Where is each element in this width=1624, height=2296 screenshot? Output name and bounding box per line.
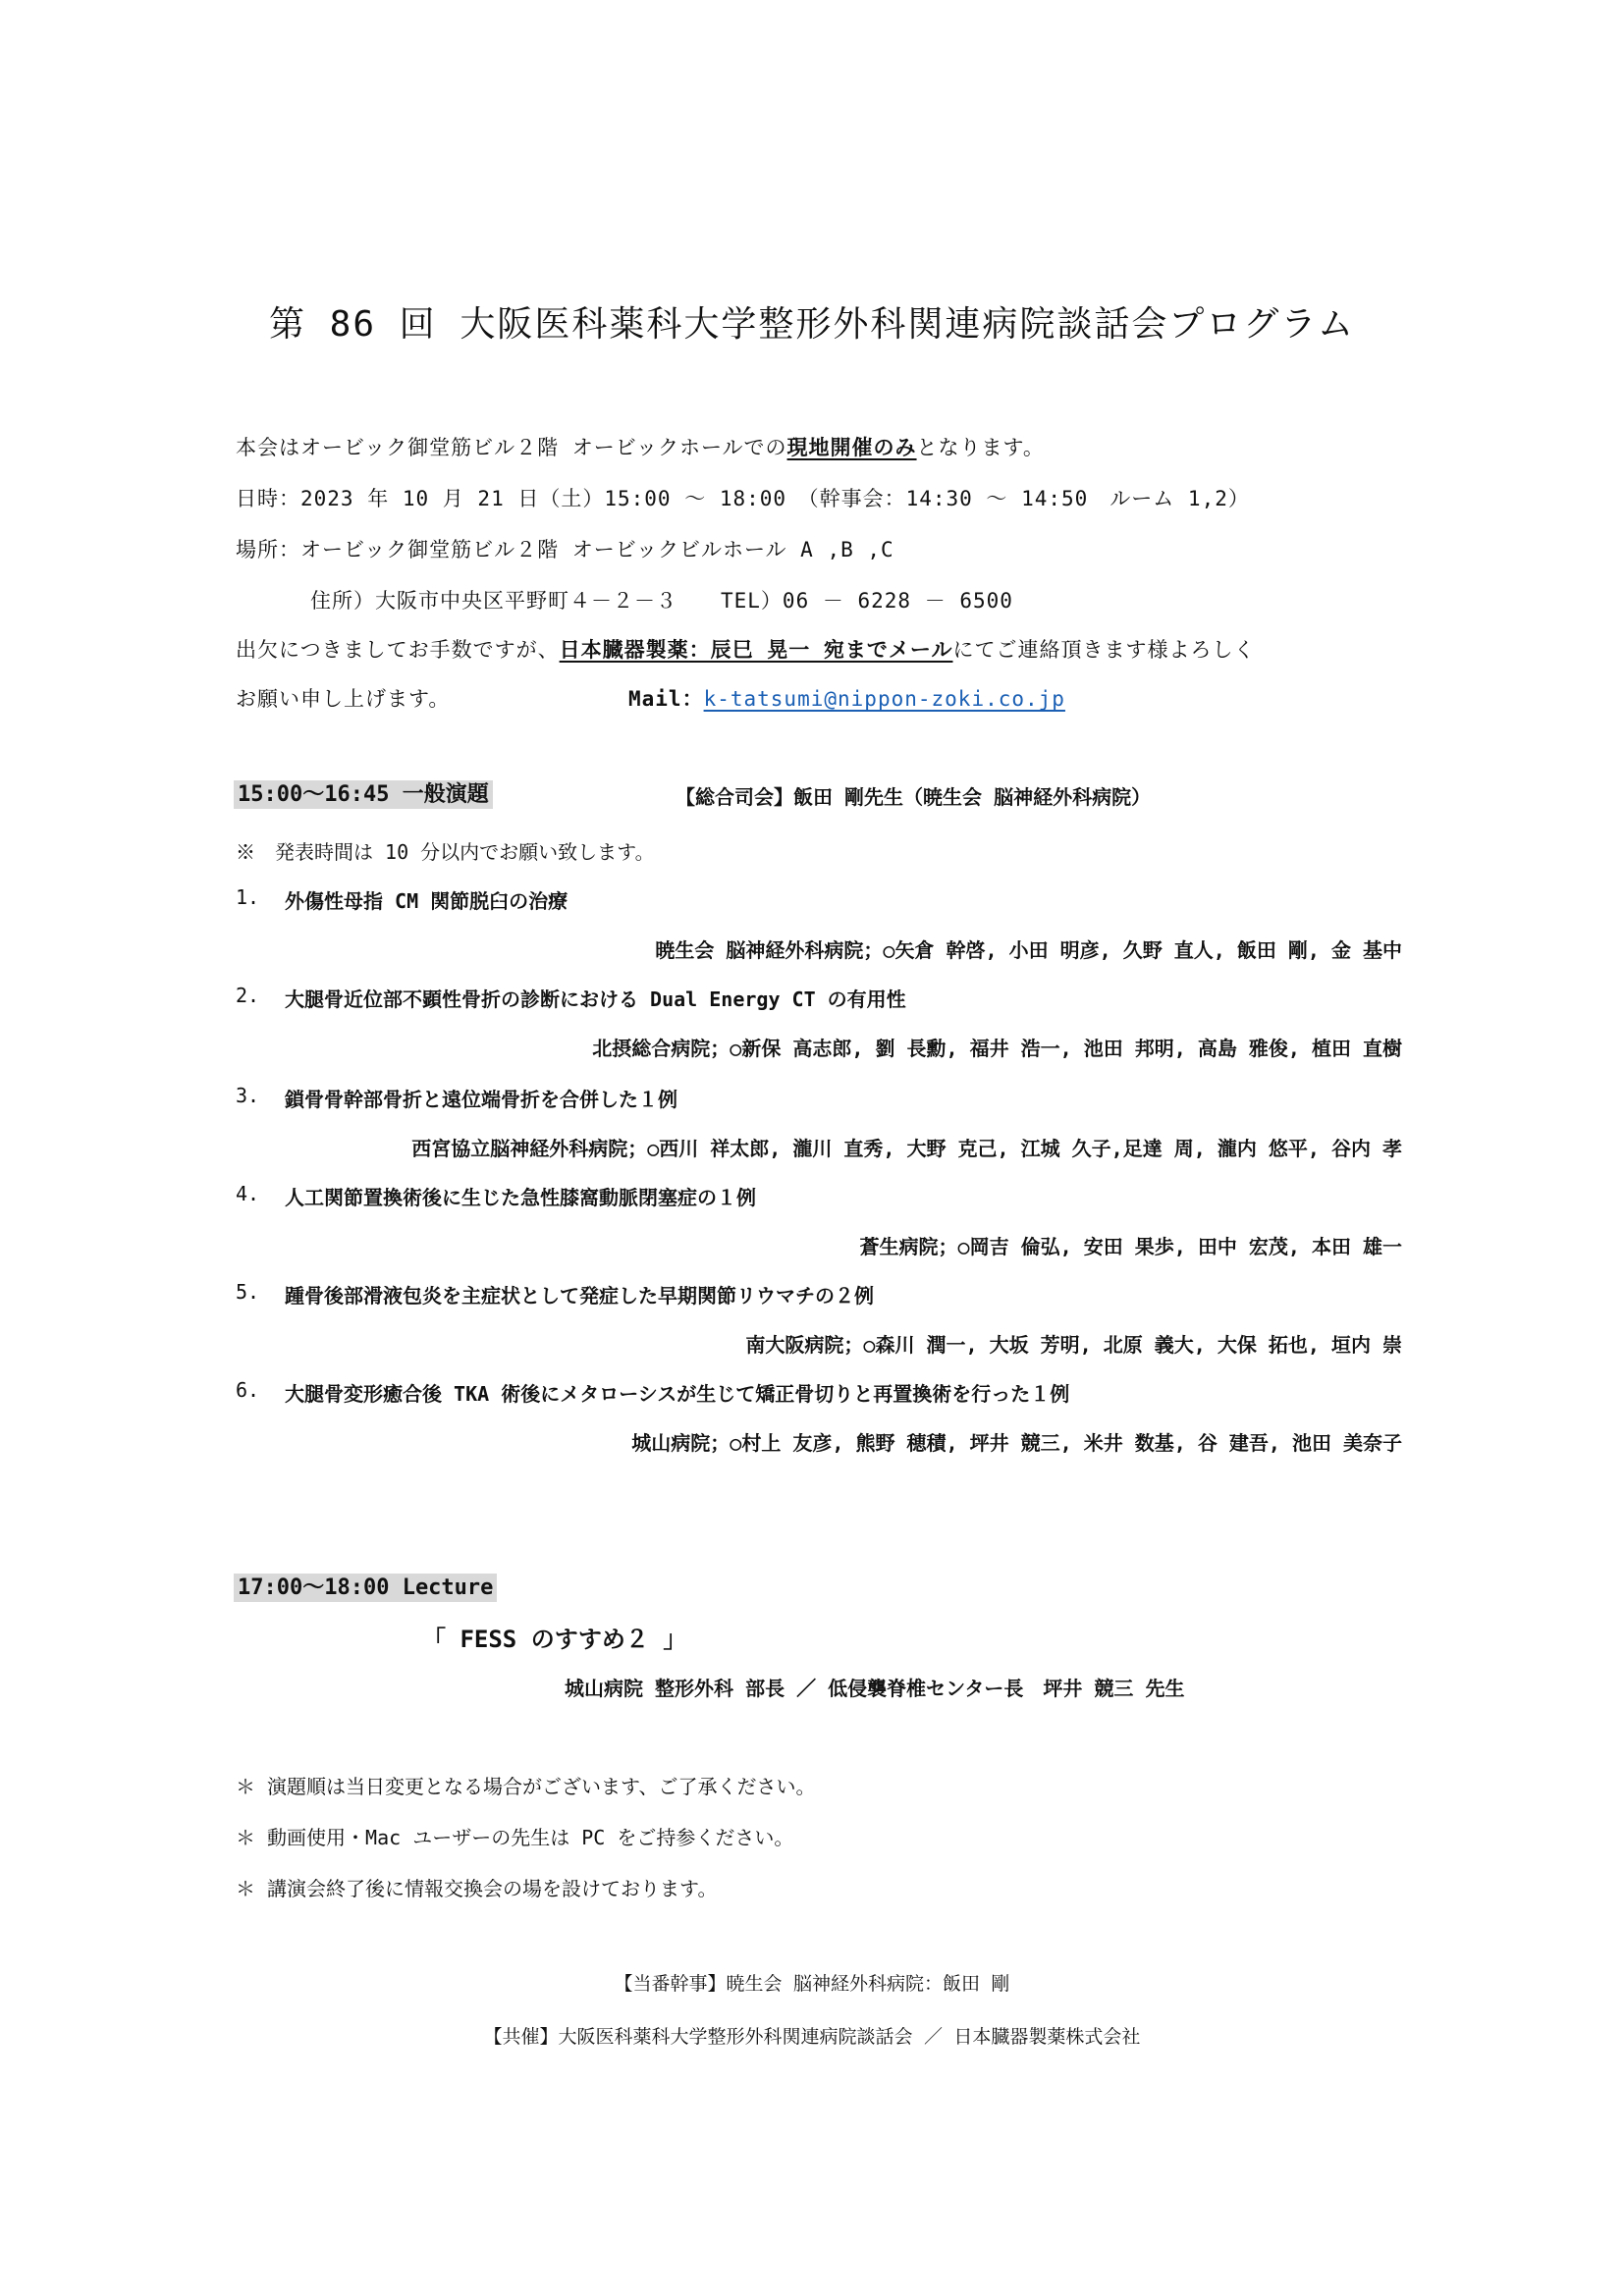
intro-rsvp <box>236 634 1255 664</box>
session2-time: 17:00～18:00 Lecture <box>234 1574 497 1602</box>
note-3: ＊ 講演会終了後に情報交換会の場を設けております。 <box>236 1877 718 1900</box>
item-2-authors: 北摂総合病院；○新保 高志郎, 劉 長勳, 福井 浩一, 池田 邦明, 高島 雅俊, 植田 直樹 <box>592 1037 1402 1060</box>
session1-header <box>234 777 493 808</box>
rsvp-text-end: にてご連絡頂きます様よろしく <box>952 638 1256 662</box>
session1-note: ※ 発表時間は 10 分以内でお願い致します。 <box>236 840 655 864</box>
rsvp-text: 出欠につきましてお手数ですが、 <box>236 638 560 662</box>
item-2-num: 2. <box>236 984 260 1007</box>
session1-time: 15:00～16:45 一般演題 <box>234 780 493 809</box>
intro-line-venue <box>236 432 1045 461</box>
session2-header <box>234 1571 497 1601</box>
item-1-num: 1. <box>236 885 260 909</box>
item-1-title: 外傷性母指 CM 関節脱臼の治療 <box>285 889 568 913</box>
rsvp-contact-emphasis: 日本臓器製薬：辰巳 晃一 宛までメール <box>559 638 953 662</box>
intro-venue-end: となります。 <box>916 436 1045 459</box>
lecture-speaker: 城山病院 整形外科 部長 ／ 低侵襲脊椎センター長 坪井 競三 先生 <box>565 1677 1185 1700</box>
intro-venue-text: 本会はオービック御堂筋ビル２階 オービックホールでの <box>236 436 787 459</box>
item-6-title: 大腿骨変形癒合後 TKA 術後にメタローシスが生じて矯正骨切りと再置換術を行った１例 <box>285 1382 1070 1406</box>
mail-label: Mail： <box>628 687 704 711</box>
page-title: 第 86 回 大阪医科薬科大学整形外科関連病院談話会プログラム <box>268 304 1355 345</box>
note-1: ＊ 演題順は当日変更となる場合がございます、ご了承ください。 <box>236 1775 816 1798</box>
item-2-title: 大腿骨近位部不顕性骨折の診断における Dual Energy CT の有用性 <box>285 988 906 1011</box>
item-4-num: 4. <box>236 1182 260 1205</box>
item-1-authors: 暁生会 脳神経外科病院；○矢倉 幹啓, 小田 明彦, 久野 直人, 飯田 剛, 金 基中 <box>655 938 1402 962</box>
lecture-title: 「 FESS のすすめ２ 」 <box>422 1626 687 1653</box>
intro-rsvp-line2: お願い申し上げます。 <box>236 687 451 711</box>
intro-place: 場所：オービック御堂筋ビル２階 オービックビルホール A ,B ,C <box>236 538 894 561</box>
item-4-authors: 蒼生病院；○岡吉 倫弘, 安田 果歩, 田中 宏茂, 本田 雄一 <box>859 1235 1402 1258</box>
onsite-only-emphasis: 現地開催のみ <box>786 436 917 459</box>
mail-link[interactable]: k-tatsumi@nippon-zoki.co.jp <box>703 687 1065 711</box>
item-3-authors: 西宮協立脳神経外科病院；○西川 祥太郎, 瀧川 直秀, 大野 克己, 江城 久子,足達 周, 瀧内 悠平, 谷内 孝 <box>411 1137 1402 1160</box>
intro-address: 住所）大阪市中央区平野町４－２－３ TEL）06 － 6228 － 6500 <box>310 589 1013 613</box>
mail-line <box>628 683 1065 713</box>
footer-cosponsor: 【共催】大阪医科薬科大学整形外科関連病院談話会 ／ 日本臓器製薬株式会社 <box>483 2026 1141 2048</box>
item-5-num: 5. <box>236 1280 260 1304</box>
item-6-num: 6. <box>236 1378 260 1402</box>
item-6-authors: 城山病院；○村上 友彦, 熊野 穂積, 坪井 競三, 米井 数基, 谷 建吾, 池田 美奈子 <box>631 1431 1402 1455</box>
item-5-authors: 南大阪病院；○森川 潤一, 大坂 芳明, 北原 義大, 大保 拓也, 垣内 崇 <box>745 1333 1402 1357</box>
item-5-title: 踵骨後部滑液包炎を主症状として発症した早期関節リウマチの２例 <box>285 1284 874 1308</box>
item-4-title: 人工関節置換術後に生じた急性膝窩動脈閉塞症の１例 <box>285 1186 756 1209</box>
item-3-num: 3. <box>236 1084 260 1107</box>
intro-datetime: 日時：2023 年 10 月 21 日（土）15:00 ～ 18:00 （幹事会：14:30 ～ 14:50 ルーム 1,2） <box>236 487 1250 510</box>
note-2: ＊ 動画使用・Mac ユーザーの先生は PC をご持参ください。 <box>236 1826 794 1849</box>
footer-organizer: 【当番幹事】暁生会 脳神経外科病院：飯田 剛 <box>614 1973 1010 1995</box>
session1-chair: 【総合司会】飯田 剛先生（暁生会 脳神経外科病院） <box>676 785 1152 809</box>
item-3-title: 鎖骨骨幹部骨折と遠位端骨折を合併した１例 <box>285 1088 677 1111</box>
